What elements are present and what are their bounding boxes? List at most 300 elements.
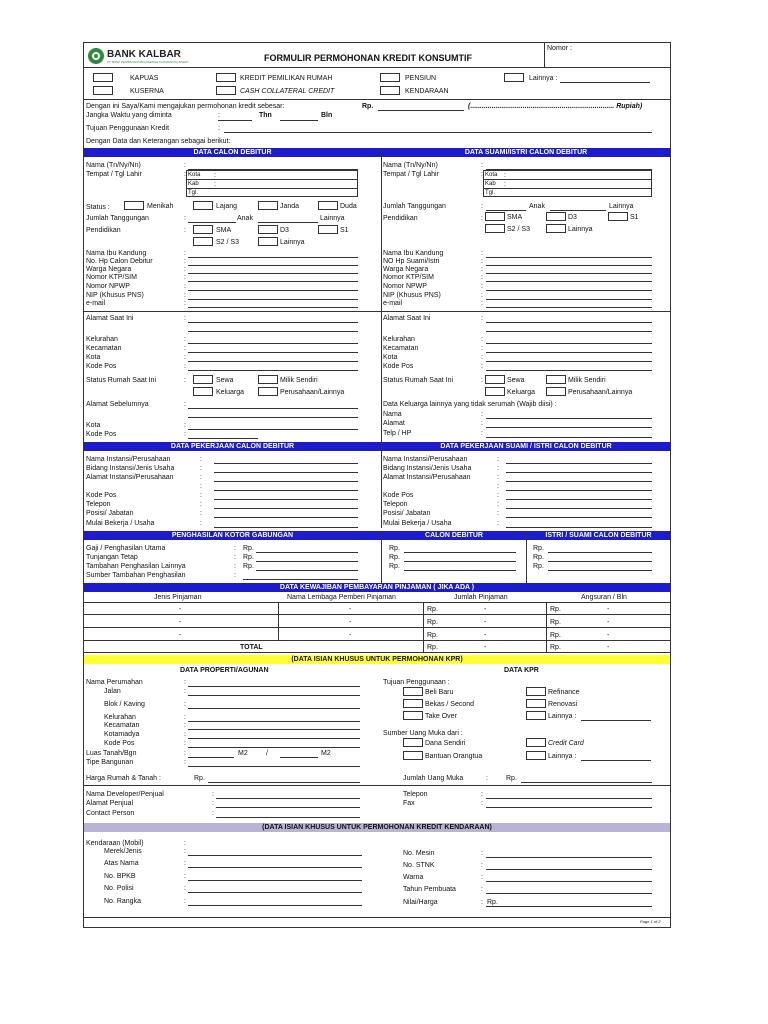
field-kotamadya[interactable] <box>188 738 360 739</box>
checkbox-s-keluarga[interactable] <box>485 387 505 396</box>
field-ps-bidang[interactable] <box>506 472 652 473</box>
checkbox-beli-baru[interactable] <box>403 687 423 696</box>
checkbox-s-sewa[interactable] <box>485 375 505 384</box>
text-common-kab: Kab <box>188 181 199 187</box>
text-common-colon: : <box>497 510 499 517</box>
field-s-email[interactable] <box>486 307 652 308</box>
field-alamat-penjual[interactable] <box>216 807 360 808</box>
text-common-colon: : <box>481 800 483 807</box>
field-ps-instansi[interactable] <box>506 463 652 464</box>
checkbox-ccc[interactable] <box>216 86 236 95</box>
checkbox-sewa[interactable] <box>193 375 213 384</box>
option-kapuas: KAPUAS <box>130 75 159 82</box>
text-common-colon: : <box>481 300 483 307</box>
field-istri-tunjangan[interactable] <box>548 561 652 562</box>
label-gaji: Gaji / Penghasilan Utama <box>86 545 166 552</box>
field-alamat-sebelum[interactable] <box>188 408 358 409</box>
label-tipe: Tipe Bangunan <box>86 759 134 766</box>
text-kewajiban-rp: Rp. <box>427 606 438 613</box>
page-number: Page 1 of 2 <box>640 919 661 924</box>
text-common-colon: : <box>184 722 186 729</box>
checkbox-perusahaan[interactable] <box>258 387 278 396</box>
field-s-ibu[interactable] <box>486 257 652 258</box>
field-ps-alamat[interactable] <box>506 481 652 482</box>
field-s-alamat-2[interactable] <box>486 331 652 332</box>
divider <box>84 627 670 628</box>
divider <box>84 602 670 603</box>
text-common-colon: : <box>184 300 186 307</box>
text-common-colon: : <box>218 112 220 119</box>
data-kpr-title: DATA KPR <box>504 667 539 674</box>
label-ps-telepon: Telepon <box>383 501 408 508</box>
field-alamat-2[interactable] <box>188 331 358 332</box>
field-bpkb[interactable] <box>188 880 362 881</box>
cell-lembaga-2[interactable]: - <box>349 619 352 626</box>
field-ps-telepon[interactable] <box>506 508 652 509</box>
text-common-colon: : <box>184 266 186 273</box>
m2-bangunan: M2 <box>321 750 331 757</box>
checkbox-bantuan[interactable] <box>403 751 423 760</box>
field-p-instansi[interactable] <box>214 463 358 464</box>
field-nilai[interactable] <box>486 906 652 907</box>
text-common-colon: : <box>481 377 483 384</box>
checkbox-sma[interactable] <box>193 225 213 234</box>
field-warga[interactable] <box>188 273 358 274</box>
checkbox-d3[interactable] <box>258 225 278 234</box>
field-kl-telp[interactable] <box>486 437 652 438</box>
field-polisi[interactable] <box>188 892 362 893</box>
field-kota-sebelum[interactable] <box>188 429 358 430</box>
text-suami-sma: SMA <box>507 214 523 221</box>
option-kendaraan: KENDARAAN <box>405 88 449 95</box>
text-common-colon: : <box>234 545 236 552</box>
field-s-lainnya[interactable] <box>550 210 606 211</box>
option-lainnya: Lainnya : <box>529 75 558 82</box>
label-warga: Warga Negara <box>86 266 132 273</box>
field-calon-gaji[interactable] <box>404 552 516 553</box>
label-ps-kodepos: Kode Pos <box>383 492 414 499</box>
checkbox-s-s2s3[interactable] <box>485 224 505 233</box>
label-kecamatan: Kecamatan <box>86 345 122 352</box>
tahun-field[interactable] <box>218 120 252 121</box>
s-kota-kab-tgl-box <box>483 170 652 197</box>
field-ps-kodepos[interactable] <box>506 499 652 500</box>
divider <box>186 179 358 180</box>
label-ps-mulai: Mulai Bekerja / Usaha <box>383 520 452 527</box>
field-s-kota[interactable] <box>486 361 652 362</box>
checkbox-kpr-lainnya[interactable] <box>526 711 546 720</box>
checkbox-kendaraan[interactable] <box>380 86 400 95</box>
checkbox-duda[interactable] <box>318 201 338 210</box>
text-common-colon: : <box>184 714 186 721</box>
label-tahun: Tahun Pembuata <box>403 886 456 893</box>
text-common-colon: : <box>184 227 186 234</box>
text-common-colon: : <box>486 775 488 782</box>
field-s-alamat[interactable] <box>486 322 652 323</box>
text-common-colon: : <box>481 266 483 273</box>
cell-jenis-1[interactable]: - <box>179 606 182 613</box>
label-nip: NIP (Khusus PNS) <box>86 292 144 299</box>
text-common-colon: : <box>481 250 483 257</box>
text-common-colon: : <box>184 215 186 222</box>
text-common-kab: Kab <box>485 181 496 187</box>
text-debitur-anak: Anak <box>237 215 253 222</box>
text-suami-s1: S1 <box>630 214 639 221</box>
field-p-alamat[interactable] <box>214 481 358 482</box>
bar-data-suami: DATA SUAMI/ISTRI CALON DEBITUR <box>382 148 670 157</box>
checkbox-kpr[interactable] <box>216 73 236 82</box>
field-calon-tambahan[interactable] <box>404 570 516 571</box>
text-kewajiban-rp: Rp. <box>550 632 561 639</box>
field-calon-tunjangan[interactable] <box>404 561 516 562</box>
text-kpr-lainnya: Lainnya : <box>548 713 577 720</box>
text-common-colon: : <box>184 315 186 322</box>
m2-tanah: M2 <box>238 750 248 757</box>
text-suami-anak: Anak <box>529 203 545 210</box>
field-p-telepon[interactable] <box>214 508 358 509</box>
text-common-colon: : <box>481 354 483 361</box>
label-jalan: Jalan <box>104 688 121 695</box>
field-tambahan[interactable] <box>256 570 358 571</box>
field-kl-nama[interactable] <box>486 418 652 419</box>
cell-angsuran-2[interactable]: - <box>607 619 610 626</box>
option-kpr: KREDIT PEMILIKAN RUMAH <box>240 75 333 82</box>
checkbox-s-d3[interactable] <box>546 212 566 221</box>
label-atas-nama: Atas Nama <box>104 860 139 867</box>
checkbox-lainnya[interactable] <box>504 73 524 82</box>
field-p-mulai[interactable] <box>214 527 358 528</box>
text-kpr-bantuan: Bantuan Orangtua <box>425 753 483 760</box>
nomor-label: Nomor : <box>547 45 572 52</box>
text-penghasilan-rp: Rp. <box>243 545 254 552</box>
cell-jumlah-2[interactable]: - <box>484 619 487 626</box>
label-harga: Harga Rumah & Tanah : <box>86 775 161 782</box>
field-stnk[interactable] <box>486 869 652 870</box>
tujuan-field[interactable] <box>224 132 652 133</box>
field-alamat[interactable] <box>188 322 358 323</box>
field-kecamatan[interactable] <box>188 352 358 353</box>
checkbox-kuserna[interactable] <box>93 86 113 95</box>
text-kpr-bekas: Bekas / Second <box>425 701 475 708</box>
label-s-kodepos: Kode Pos <box>383 363 414 370</box>
text-common-colon: : <box>184 363 186 370</box>
checkbox-credit-card[interactable] <box>526 738 546 747</box>
field-p-bidang[interactable] <box>214 472 358 473</box>
label-p-bidang: Bidang Instansi/Jenis Usaha <box>86 465 175 472</box>
label-sumber: Sumber Tambahan Penghasilan <box>86 572 186 579</box>
label-s-warga: Warga Negara <box>383 266 429 273</box>
field-nip[interactable] <box>188 299 358 300</box>
cell-lembaga-1[interactable]: - <box>349 606 352 613</box>
th-jenis: Jenis Pinjaman <box>154 594 202 601</box>
field-istri-gaji[interactable] <box>548 552 652 553</box>
label-p-kodepos: Kode Pos <box>86 492 117 499</box>
divider <box>483 188 652 189</box>
field-s-kelurahan[interactable] <box>486 343 652 344</box>
field-kpr-lainnya[interactable] <box>581 720 651 721</box>
text-common-colon: : <box>504 172 506 179</box>
field-luas-bangunan[interactable] <box>280 757 318 758</box>
field-kl-alamat[interactable] <box>486 427 652 428</box>
checkbox-s-sma[interactable] <box>485 212 505 221</box>
cell-lembaga-3[interactable]: - <box>349 632 352 639</box>
text-debitur-sma: SMA <box>216 227 232 234</box>
text-kpr-refinance: Refinance <box>548 689 580 696</box>
checkbox-janda[interactable] <box>258 201 278 210</box>
field-s-npwp[interactable] <box>486 290 652 291</box>
text-common-colon: : <box>184 873 186 880</box>
field-s-hp[interactable] <box>486 265 652 266</box>
text-common-colon: : <box>504 181 506 188</box>
text-kewajiban-rp: Rp. <box>550 644 561 651</box>
label-s-nama: Nama (Tn/Ny/Nn) <box>383 162 438 169</box>
amount-field[interactable] <box>378 110 464 111</box>
label-rangka: No. Rangka <box>104 898 141 905</box>
field-npwp[interactable] <box>188 290 358 291</box>
checkbox-pensiun[interactable] <box>380 73 400 82</box>
field-p-alamat-2[interactable] <box>214 490 358 491</box>
field-lainnya[interactable] <box>258 222 318 223</box>
field-developer[interactable] <box>216 798 360 799</box>
text-common-colon: : <box>481 791 483 798</box>
intro-rupiah: (.......................................................................... Rupiah) <box>468 103 643 110</box>
checkbox-milik[interactable] <box>258 375 278 384</box>
field-s-anak[interactable] <box>486 210 526 211</box>
field-kpr-fax[interactable] <box>486 807 652 808</box>
cell-jumlah-3[interactable]: - <box>484 632 487 639</box>
field-merek[interactable] <box>188 855 362 856</box>
field-luas-tanah[interactable] <box>188 757 234 758</box>
field-s-nip[interactable] <box>486 299 652 300</box>
bank-name: BANK KALBAR <box>107 49 181 60</box>
text-common-colon: : <box>184 885 186 892</box>
text-common-colon: : <box>184 759 186 766</box>
field-ps-posisi[interactable] <box>506 517 652 518</box>
text-common-colon: : <box>184 840 186 847</box>
label-tanggungan: Jumlah Tanggungan <box>86 215 149 222</box>
text-common-colon: : <box>184 679 186 686</box>
field-kpr-kodepos[interactable] <box>188 747 360 748</box>
text-suami-perusahaan: Perusahaan/Lainnya <box>568 389 633 396</box>
text-common-colon: : <box>214 181 216 188</box>
cell-jenis-2[interactable]: - <box>179 619 182 626</box>
checkbox-s1[interactable] <box>318 225 338 234</box>
field-kelurahan[interactable] <box>188 343 358 344</box>
label-nilai: Nilai/Harga <box>403 899 438 906</box>
field-s-warga[interactable] <box>486 273 652 274</box>
field-kodepos-sebelum[interactable] <box>188 438 258 439</box>
label-p-mulai: Mulai Bekerja / Usaha <box>86 520 155 527</box>
text-debitur-menikah: Menikah <box>147 203 174 210</box>
text-common-colon: : <box>497 483 499 490</box>
text-common-colon: : <box>481 420 483 427</box>
text-common-colon: : <box>184 898 186 905</box>
text-common-colon: : <box>481 274 483 281</box>
field-kodepos[interactable] <box>188 370 358 371</box>
total-label: TOTAL <box>240 644 263 651</box>
field-gaji[interactable] <box>256 552 358 553</box>
divider <box>381 148 382 528</box>
properti-title: DATA PROPERTI/AGUNAN <box>180 667 269 674</box>
text-suami-d3: D3 <box>568 214 577 221</box>
field-s-kodepos[interactable] <box>486 370 652 371</box>
text-common-colon: : <box>497 501 499 508</box>
text-common-colon: : <box>497 474 499 481</box>
divider <box>84 652 670 653</box>
checkbox-s-s1[interactable] <box>608 212 628 221</box>
cell-angsuran-3[interactable]: - <box>607 632 610 639</box>
checkbox-s-perusahaan[interactable] <box>546 387 566 396</box>
field-jalan[interactable] <box>188 695 360 696</box>
field-ktp[interactable] <box>188 281 358 282</box>
label-kpr-tujuan: Tujuan Penggunaan : <box>383 679 450 686</box>
text-kewajiban-rp: Rp. <box>427 632 438 639</box>
label-ps-alamat: Alamat Instansi/Perusahaan <box>383 474 471 481</box>
text-common-colon: : <box>212 791 214 798</box>
field-kpr-kecamatan[interactable] <box>188 729 360 730</box>
cell-jumlah-1[interactable]: - <box>484 606 487 613</box>
field-s-kecamatan[interactable] <box>486 352 652 353</box>
field-atas-nama[interactable] <box>188 867 362 868</box>
bulan-field[interactable] <box>280 120 318 121</box>
text-common-colon: : <box>481 258 483 265</box>
label-luas: Luas Tanah/Bgn <box>86 750 137 757</box>
label-p-posisi: Posisi/ Jabatan <box>86 510 134 517</box>
checkbox-refinance[interactable] <box>526 687 546 696</box>
checkbox-s-milik[interactable] <box>546 375 566 384</box>
label-npwp: Nomor NPWP <box>86 283 130 290</box>
intro-line: Dengan ini Saya/Kami mengajukan permohonan kredit sebesar: <box>86 103 285 110</box>
thn-label: Thn <box>259 112 272 119</box>
field-istri-tambahan[interactable] <box>548 570 652 571</box>
field-anak[interactable] <box>188 222 236 223</box>
field-kota[interactable] <box>188 361 358 362</box>
label-ibu: Nama Ibu Kandung <box>86 250 147 257</box>
label-kpr-kelurahan: Kelurahan <box>104 714 136 721</box>
lainnya-field[interactable] <box>560 82 650 83</box>
field-kpr-telepon[interactable] <box>486 798 652 799</box>
label-tunjangan: Tunjangan Tetap <box>86 554 138 561</box>
field-jumlah-um[interactable] <box>521 782 652 783</box>
text-common-colon: : <box>497 465 499 472</box>
checkbox-dana-sendiri[interactable] <box>403 738 423 747</box>
text-common-colon: : <box>481 886 483 893</box>
field-p-posisi[interactable] <box>214 517 358 518</box>
field-mesin[interactable] <box>486 857 652 858</box>
divider <box>84 311 670 312</box>
checkbox-kapuas[interactable] <box>93 73 113 82</box>
text-common-colon: : <box>481 874 483 881</box>
cell-jenis-3[interactable]: - <box>179 632 182 639</box>
label-s-kecamatan: Kecamatan <box>383 345 419 352</box>
divider <box>84 614 670 615</box>
text-debitur-s2s3: S2 / S3 <box>216 239 239 246</box>
field-blok[interactable] <box>188 708 360 709</box>
field-tunjangan[interactable] <box>256 561 358 562</box>
field-tipe[interactable] <box>188 766 360 767</box>
text-suami-lainnya: Lainnya <box>609 203 634 210</box>
label-ps-instansi: Nama Instansi/Perusahaan <box>383 456 468 463</box>
text-common-colon: : <box>218 125 220 132</box>
label-mesin: No. Mesin <box>403 850 435 857</box>
text-common-colon: : <box>497 456 499 463</box>
checkbox-sumber-lainnya[interactable] <box>526 751 546 760</box>
text-common-colon: : <box>234 572 236 579</box>
field-alamat-sebelum-2[interactable] <box>188 417 358 418</box>
field-contact[interactable] <box>216 817 360 818</box>
cell-jumlah-total[interactable]: - <box>484 644 487 651</box>
field-ibu[interactable] <box>188 257 358 258</box>
text-debitur-s1: S1 <box>340 227 349 234</box>
checkbox-pend-lainnya[interactable] <box>258 237 278 246</box>
field-sumber[interactable] <box>243 579 358 580</box>
field-kpr-kelurahan[interactable] <box>188 721 360 722</box>
label-status: Status : <box>86 204 110 211</box>
label-s-email: e-mail <box>383 300 403 307</box>
field-tahun[interactable] <box>486 893 652 894</box>
checkbox-takeover[interactable] <box>403 711 423 720</box>
text-common-colon: : <box>497 492 499 499</box>
checkbox-renovasi[interactable] <box>526 699 546 708</box>
field-ps-alamat-2[interactable] <box>506 490 652 491</box>
text-common-colon: : <box>184 283 186 290</box>
text-common-tgl: Tgl. <box>188 190 199 196</box>
field-harga[interactable] <box>208 782 360 783</box>
label-s-nip: NIP (Khusus PNS) <box>383 292 441 299</box>
text-common-colon: : <box>200 465 202 472</box>
field-email[interactable] <box>188 307 358 308</box>
field-perumahan[interactable] <box>188 686 360 687</box>
text-kpr-dana: Dana Sendiri <box>425 740 466 747</box>
th-angsuran: Angsuran / Bln <box>581 594 627 601</box>
divider <box>84 785 670 786</box>
field-ps-mulai[interactable] <box>506 527 652 528</box>
text-common-kota: Kota <box>188 172 201 178</box>
label-p-alamat: Alamat Instansi/Perusahaan <box>86 474 174 481</box>
text-suami-keluarga: Keluarga <box>507 389 536 396</box>
label-kpr-kecamatan: Kecamatan <box>104 722 140 729</box>
label-p-telepon: Telepon <box>86 501 111 508</box>
field-p-kodepos[interactable] <box>214 499 358 500</box>
text-debitur-d3: D3 <box>280 227 289 234</box>
bank-subtitle: PT. BANK PEMBANGUNAN DAERAH KALIMANTAN BARAT <box>107 60 189 64</box>
text-common-tgl: Tgl. <box>485 190 496 196</box>
text-common-colon: : <box>200 456 202 463</box>
label-kelurahan: Kelurahan <box>86 336 118 343</box>
cell-angsuran-1[interactable]: - <box>607 606 610 613</box>
text-common-colon: : <box>234 563 236 570</box>
checkbox-menikah[interactable] <box>124 201 144 210</box>
checkbox-keluarga[interactable] <box>193 387 213 396</box>
field-s-ktp[interactable] <box>486 281 652 282</box>
field-warna[interactable] <box>486 881 652 882</box>
field-rangka[interactable] <box>188 905 362 906</box>
checkbox-s2s3[interactable] <box>193 237 213 246</box>
cell-angsuran-total[interactable]: - <box>607 644 610 651</box>
divider <box>544 43 545 67</box>
label-status-rumah: Status Rumah Saat Ini <box>86 377 157 384</box>
checkbox-lajang[interactable] <box>193 201 213 210</box>
divider <box>483 179 652 180</box>
field-hp[interactable] <box>188 265 358 266</box>
text-common-colon: : <box>481 862 483 869</box>
text-common-colon: : <box>481 899 483 906</box>
checkbox-s-pend-lainnya[interactable] <box>546 224 566 233</box>
checkbox-bekas[interactable] <box>403 699 423 708</box>
field-sumber-lainnya[interactable] <box>581 760 651 761</box>
text-common-colon: : <box>481 850 483 857</box>
text-common-colon: : <box>200 510 202 517</box>
